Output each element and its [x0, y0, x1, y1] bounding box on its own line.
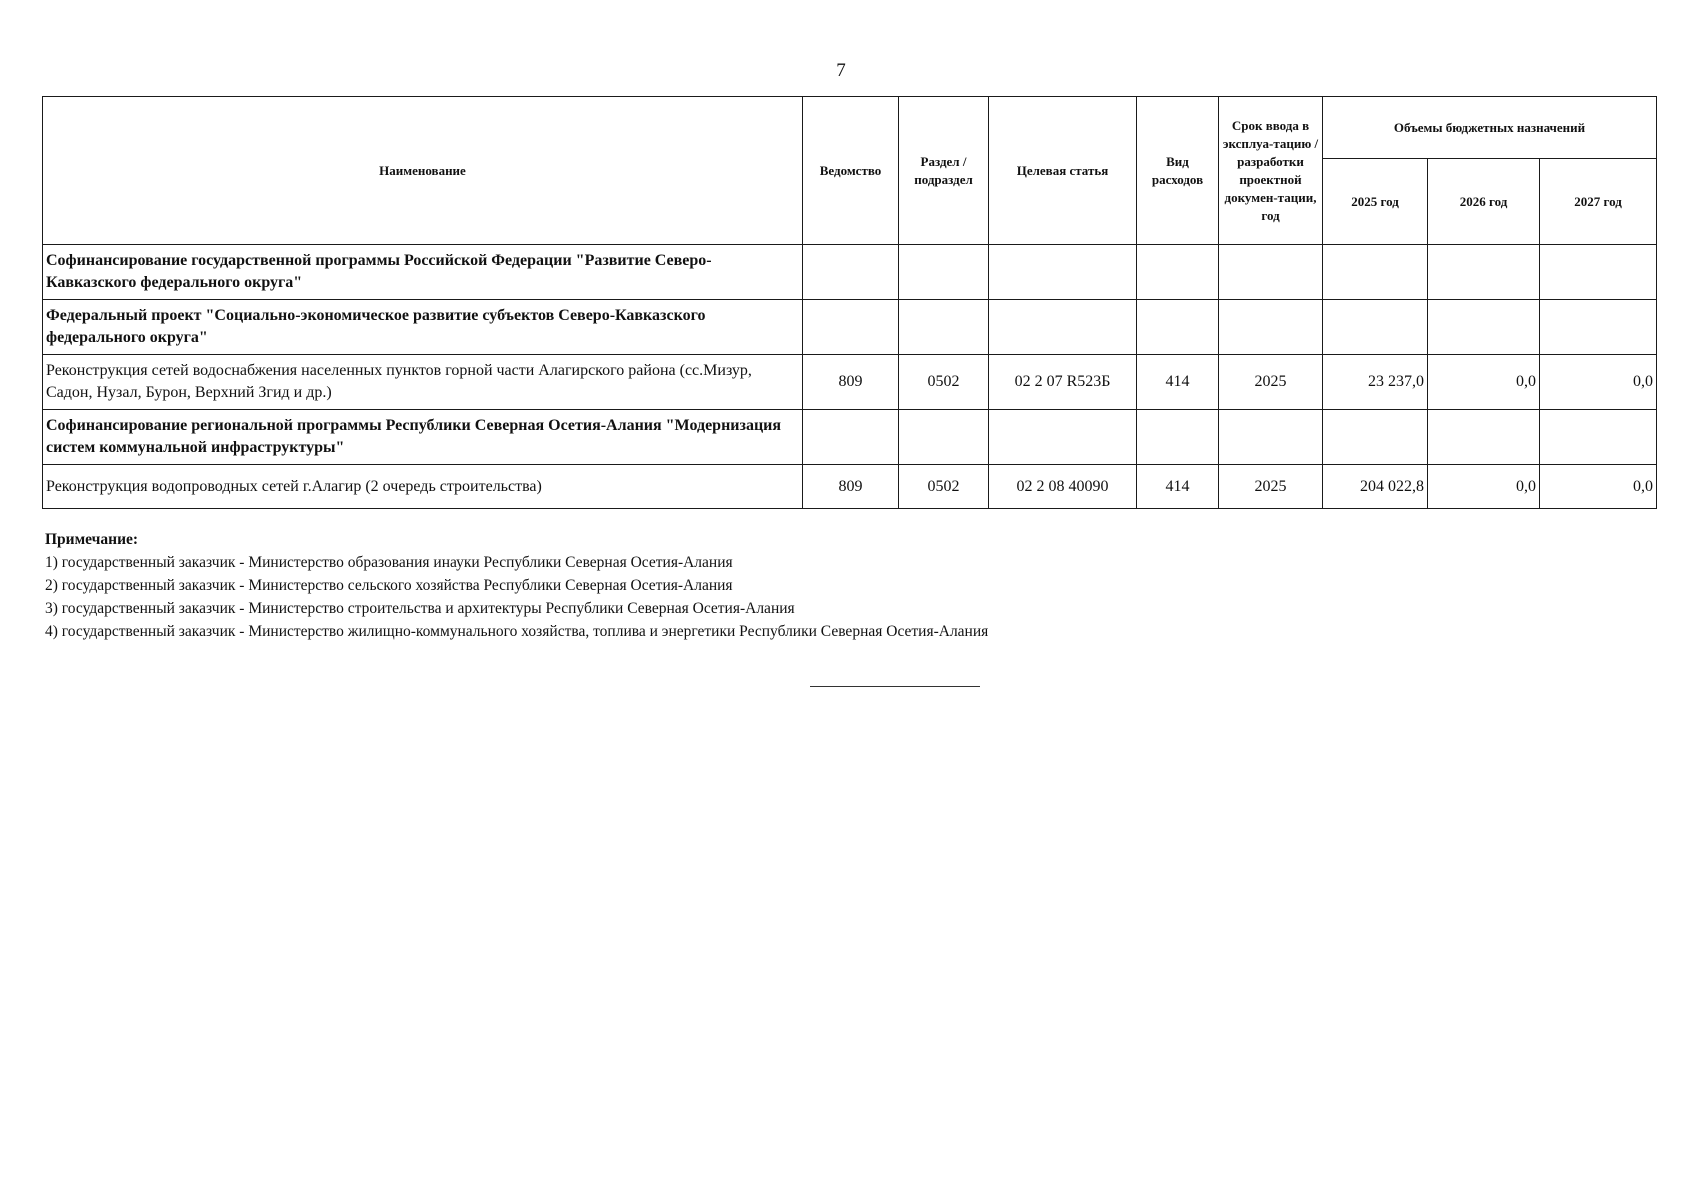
table-row	[43, 245, 1657, 300]
cell-target-article: 02 2 08 40090	[989, 465, 1137, 509]
cell-value-2026: 0,0	[1428, 465, 1540, 509]
header-year-2025: 2025 год	[1323, 159, 1428, 245]
cell-name: Софинансирование региональной программы Республики Северная Осетия-Алания "Модернизация систем коммунальной инфраструктуры"	[43, 410, 803, 465]
cell-target-article: 02 2 07 R523Б	[989, 355, 1137, 410]
cell-department	[803, 300, 899, 355]
cell-value-2026: 0,0	[1428, 355, 1540, 410]
header-year-2027: 2027 год	[1540, 159, 1657, 245]
header-department: Ведомство	[803, 97, 899, 245]
cell-section	[899, 410, 989, 465]
table-row	[43, 355, 1657, 410]
cell-department	[803, 245, 899, 300]
note-item: 4) государственный заказчик - Министерство жилищно-коммунального хозяйства, топлива и энергетики Республики Северная Осетия-Алания	[45, 623, 989, 640]
cell-expense-type: 414	[1137, 465, 1219, 509]
notes	[45, 528, 988, 643]
table-row	[43, 410, 1657, 465]
header-deadline: Срок ввода в эксплуа-тацию / разработки проектной докумен-тации, год	[1219, 97, 1323, 245]
cell-deadline	[1219, 300, 1323, 355]
cell-department	[803, 410, 899, 465]
header-budget-group: Объемы бюджетных назначений	[1323, 97, 1657, 159]
end-divider	[810, 686, 980, 687]
cell-department: 809	[803, 465, 899, 509]
cell-value-2027: 0,0	[1540, 355, 1657, 410]
budget-table	[42, 96, 1657, 509]
cell-name: Софинансирование государственной программы Российской Федерации "Развитие Северо-Кавказского федерального округа"	[43, 245, 803, 300]
cell-target-article	[989, 410, 1137, 465]
cell-value-2025: 23 237,0	[1323, 355, 1428, 410]
cell-value-2027	[1540, 300, 1657, 355]
header-section: Раздел / подраздел	[899, 97, 989, 245]
cell-section	[899, 300, 989, 355]
cell-section: 0502	[899, 465, 989, 509]
cell-target-article	[989, 300, 1137, 355]
notes-title: Примечание:	[45, 531, 139, 548]
page-number: 7	[836, 60, 846, 81]
header-name: Наименование	[43, 97, 803, 245]
cell-expense-type	[1137, 300, 1219, 355]
cell-value-2027	[1540, 410, 1657, 465]
cell-deadline	[1219, 245, 1323, 300]
cell-value-2025	[1323, 245, 1428, 300]
cell-section: 0502	[899, 355, 989, 410]
header-year-2026: 2026 год	[1428, 159, 1540, 245]
cell-value-2026	[1428, 245, 1540, 300]
header-target-article: Целевая статья	[989, 97, 1137, 245]
cell-value-2026	[1428, 410, 1540, 465]
cell-value-2025	[1323, 410, 1428, 465]
note-item: 1) государственный заказчик - Министерство образования инауки Республики Северная Осетия-Алания	[45, 554, 733, 571]
cell-department: 809	[803, 355, 899, 410]
cell-deadline: 2025	[1219, 465, 1323, 509]
cell-value-2027: 0,0	[1540, 465, 1657, 509]
cell-name: Реконструкция водопроводных сетей г.Алагир (2 очередь строительства)	[43, 465, 803, 509]
cell-value-2025	[1323, 300, 1428, 355]
cell-section	[899, 245, 989, 300]
cell-name: Реконструкция сетей водоснабжения населенных пунктов горной части Алагирского района (сс.Мизур, Садон, Нузал, Бурон, Верхний Згид и др.)	[43, 355, 803, 410]
header-expense-type: Вид расходов	[1137, 97, 1219, 245]
cell-expense-type	[1137, 245, 1219, 300]
cell-deadline: 2025	[1219, 355, 1323, 410]
note-item: 3) государственный заказчик - Министерство строительства и архитектуры Республики Северная Осетия-Алания	[45, 600, 795, 617]
cell-value-2027	[1540, 245, 1657, 300]
table-row	[43, 300, 1657, 355]
cell-target-article	[989, 245, 1137, 300]
cell-name: Федеральный проект "Социально-экономическое развитие субъектов Северо-Кавказского федерального округа"	[43, 300, 803, 355]
note-item: 2) государственный заказчик - Министерство сельского хозяйства Республики Северная Осетия-Алания	[45, 577, 733, 594]
table-body	[43, 245, 1657, 509]
table-row	[43, 465, 1657, 509]
cell-deadline	[1219, 410, 1323, 465]
cell-value-2026	[1428, 300, 1540, 355]
cell-value-2025: 204 022,8	[1323, 465, 1428, 509]
cell-expense-type	[1137, 410, 1219, 465]
cell-expense-type: 414	[1137, 355, 1219, 410]
